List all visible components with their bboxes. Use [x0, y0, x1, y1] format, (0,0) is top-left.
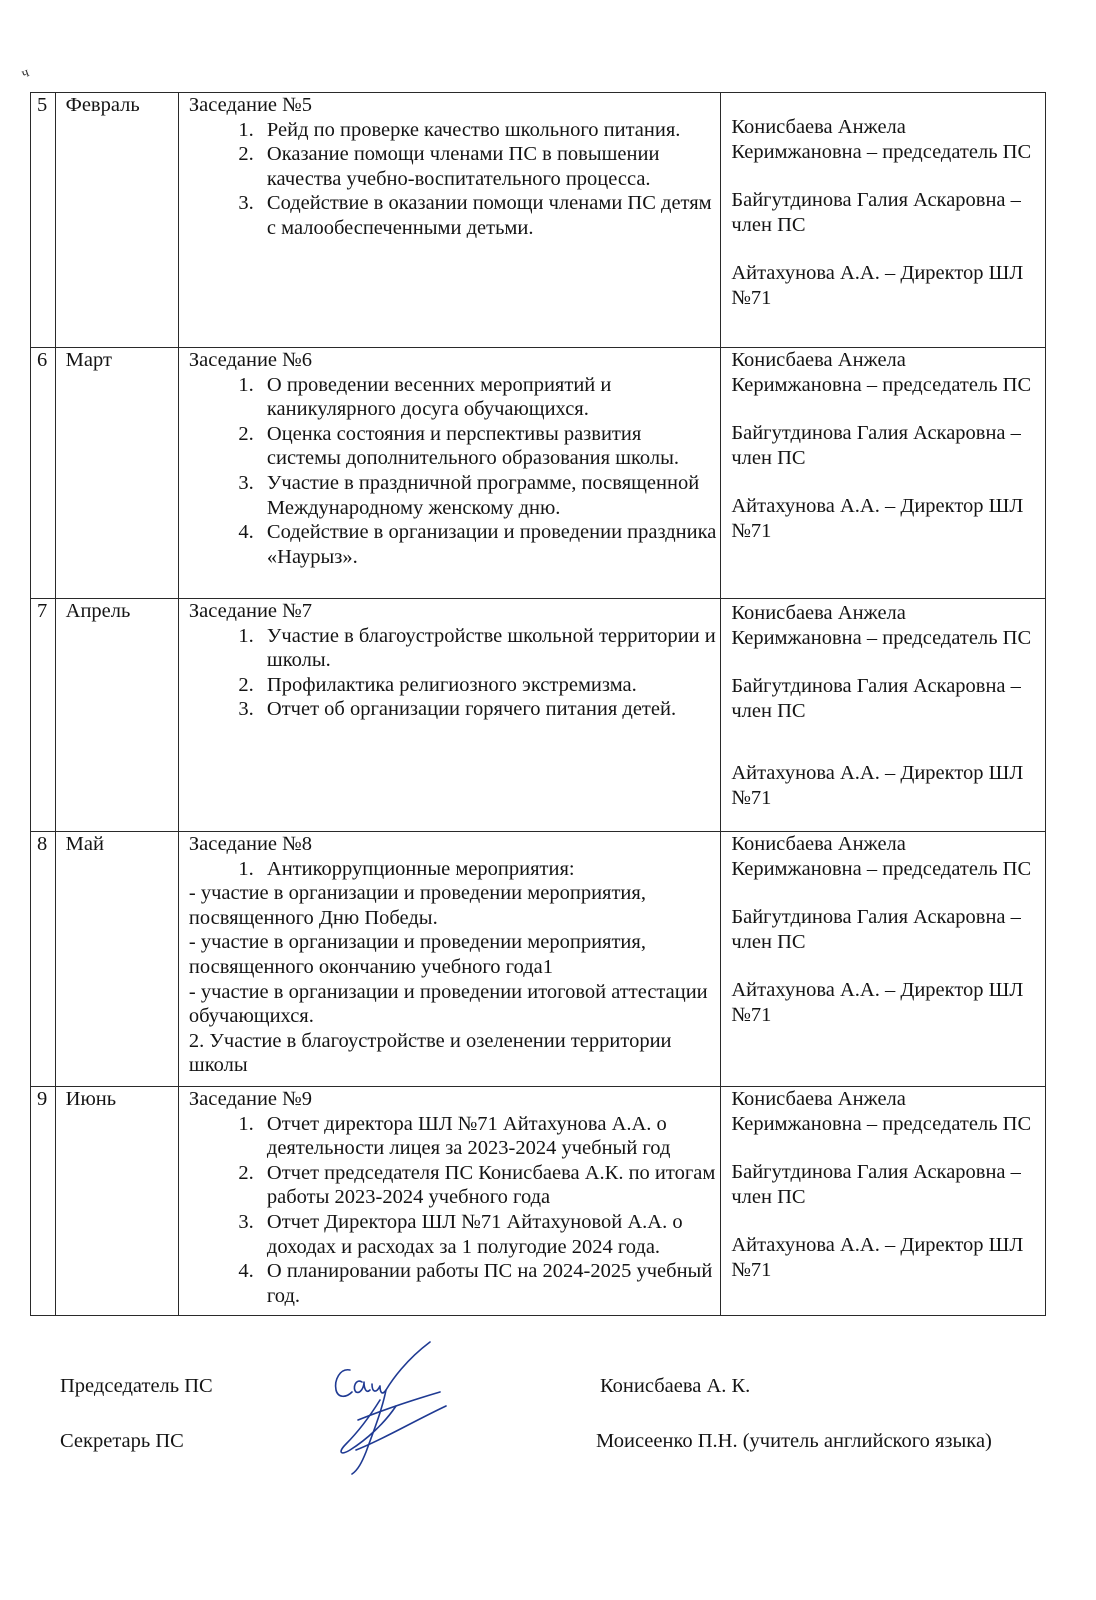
row-month: Февраль: [55, 93, 178, 348]
agenda-item: 1. Отчет директора ШЛ №71 Айтахунова А.А. о деятельности лицея за 2023-2024 учебный год: [259, 1112, 718, 1161]
agenda-sub-line: - участие в организации и проведении мероприятия, посвященного окончанию учебного года1: [188, 931, 646, 978]
agenda-item: 1. Участие в благоустройстве школьной территории и школы.: [259, 624, 718, 673]
responsible-person: Айтахунова А.А. – Директор ШЛ №71: [731, 762, 1024, 809]
secretary-label: Секретарь ПС: [60, 1430, 184, 1452]
agenda-item: 4. О планировании работы ПС на 2024-2025 учебный год.: [259, 1259, 718, 1308]
chair-label: Председатель ПС: [60, 1375, 213, 1397]
corner-mark: ч: [19, 65, 32, 82]
agenda-list: [189, 118, 718, 241]
agenda-sub-line: - участие в организации и проведении итоговой аттестации обучающихся.: [188, 980, 708, 1028]
agenda-item: 3. Участие в праздничной программе, посвященной Международному женскому дню.: [259, 471, 718, 520]
row-number: 7: [31, 599, 56, 832]
table-row: [31, 93, 1046, 348]
responsible-person: Байгутдинова Галия Аскаровна – член ПС: [731, 422, 1021, 469]
agenda-cell: [178, 832, 720, 1087]
row-month: Март: [55, 348, 178, 599]
row-number: 6: [31, 348, 56, 599]
responsible-person: Конисбаева Анжела Керимжановна – председатель ПС: [731, 1088, 1032, 1135]
meeting-title: Заседание №9: [188, 1088, 312, 1110]
responsible-person: Байгутдинова Галия Аскаровна – член ПС: [731, 189, 1021, 236]
agenda-item: 3. Содействие в оказании помощи членами ПС детям с малообеспеченными детьми.: [259, 191, 718, 240]
agenda-item: 4. Содействие в организации и проведении праздника «Наурыз».: [259, 520, 718, 569]
responsible-cell: [721, 348, 1046, 599]
responsible-person: Конисбаева Анжела Керимжановна – председатель ПС: [731, 349, 1032, 396]
agenda-item: 2. Оказание помощи членами ПС в повышении качества учебно-воспитательного процесса.: [259, 142, 718, 191]
agenda-list: [189, 373, 718, 570]
responsible-person: Айтахунова А.А. – Директор ШЛ №71: [731, 979, 1024, 1026]
agenda-cell: [178, 599, 720, 832]
agenda-item: 1. Антикоррупционные мероприятия:: [259, 857, 718, 882]
responsible-person: Конисбаева Анжела Керимжановна – председатель ПС: [731, 602, 1032, 649]
agenda-list: [189, 624, 718, 722]
row-month: Май: [55, 832, 178, 1087]
meeting-title: Заседание №6: [188, 349, 312, 371]
row-number: 8: [31, 832, 56, 1087]
agenda-item: 2. Оценка состояния и перспективы развития системы дополнительного образования школы.: [259, 422, 718, 471]
row-number: 9: [31, 1087, 56, 1316]
responsible-person: Айтахунова А.А. – Директор ШЛ №71: [731, 495, 1024, 542]
responsible-person: Айтахунова А.А. – Директор ШЛ №71: [731, 262, 1024, 309]
agenda-item: 1. Рейд по проверке качество школьного питания.: [259, 118, 718, 143]
agenda-item: 3. Отчет Директора ШЛ №71 Айтахуновой А.А. о доходах и расходах за 1 полугодие 2024 года.: [259, 1210, 718, 1259]
meeting-plan-table: [30, 92, 1046, 1316]
secretary-name: Моисеенко П.Н. (учитель английского языка): [596, 1430, 992, 1452]
agenda-list: [189, 1112, 718, 1309]
row-month: Июнь: [55, 1087, 178, 1316]
responsible-person: Конисбаева Анжела Керимжановна – председатель ПС: [731, 833, 1032, 880]
responsible-person: Байгутдинова Галия Аскаровна – член ПС: [731, 906, 1021, 953]
responsible-cell: [721, 1087, 1046, 1316]
meeting-title: Заседание №5: [188, 94, 312, 116]
agenda-item: 2. Отчет председателя ПС Конисбаева А.К. по итогам работы 2023-2024 учебного года: [259, 1161, 718, 1210]
responsible-cell: [721, 93, 1046, 348]
table-row: [31, 599, 1046, 832]
responsible-cell: [721, 599, 1046, 832]
agenda-cell: [178, 93, 720, 348]
agenda-sub-line: - участие в организации и проведении мероприятия, посвященного Дню Победы.: [188, 882, 646, 929]
table-row: [31, 1087, 1046, 1316]
responsible-person: Байгутдинова Галия Аскаровна – член ПС: [731, 675, 1021, 722]
meeting-title: Заседание №7: [188, 600, 312, 622]
agenda-cell: [178, 348, 720, 599]
responsible-cell: [721, 832, 1046, 1087]
responsible-person: Айтахунова А.А. – Директор ШЛ №71: [731, 1234, 1024, 1281]
row-month: Апрель: [55, 599, 178, 832]
agenda-item: 1. О проведении весенних мероприятий и каникулярного досуга обучающихся.: [259, 373, 718, 422]
agenda-sub-line: 2. Участие в благоустройстве и озеленении территории школы: [188, 1029, 672, 1077]
agenda-item: 2. Профилактика религиозного экстремизма.: [259, 673, 718, 698]
responsible-person: Конисбаева Анжела Керимжановна – председатель ПС: [731, 116, 1032, 163]
meeting-title: Заседание №8: [188, 833, 312, 855]
agenda-cell: [178, 1087, 720, 1316]
agenda-item: 3. Отчет об организации горячего питания детей.: [259, 697, 718, 722]
responsible-person: Байгутдинова Галия Аскаровна – член ПС: [731, 1161, 1021, 1208]
table-row: [31, 348, 1046, 599]
agenda-list: [189, 857, 718, 882]
table-row: [31, 832, 1046, 1087]
handwritten-signature: [322, 1340, 452, 1475]
row-number: 5: [31, 93, 56, 348]
chair-name: Конисбаева А. К.: [600, 1375, 751, 1397]
